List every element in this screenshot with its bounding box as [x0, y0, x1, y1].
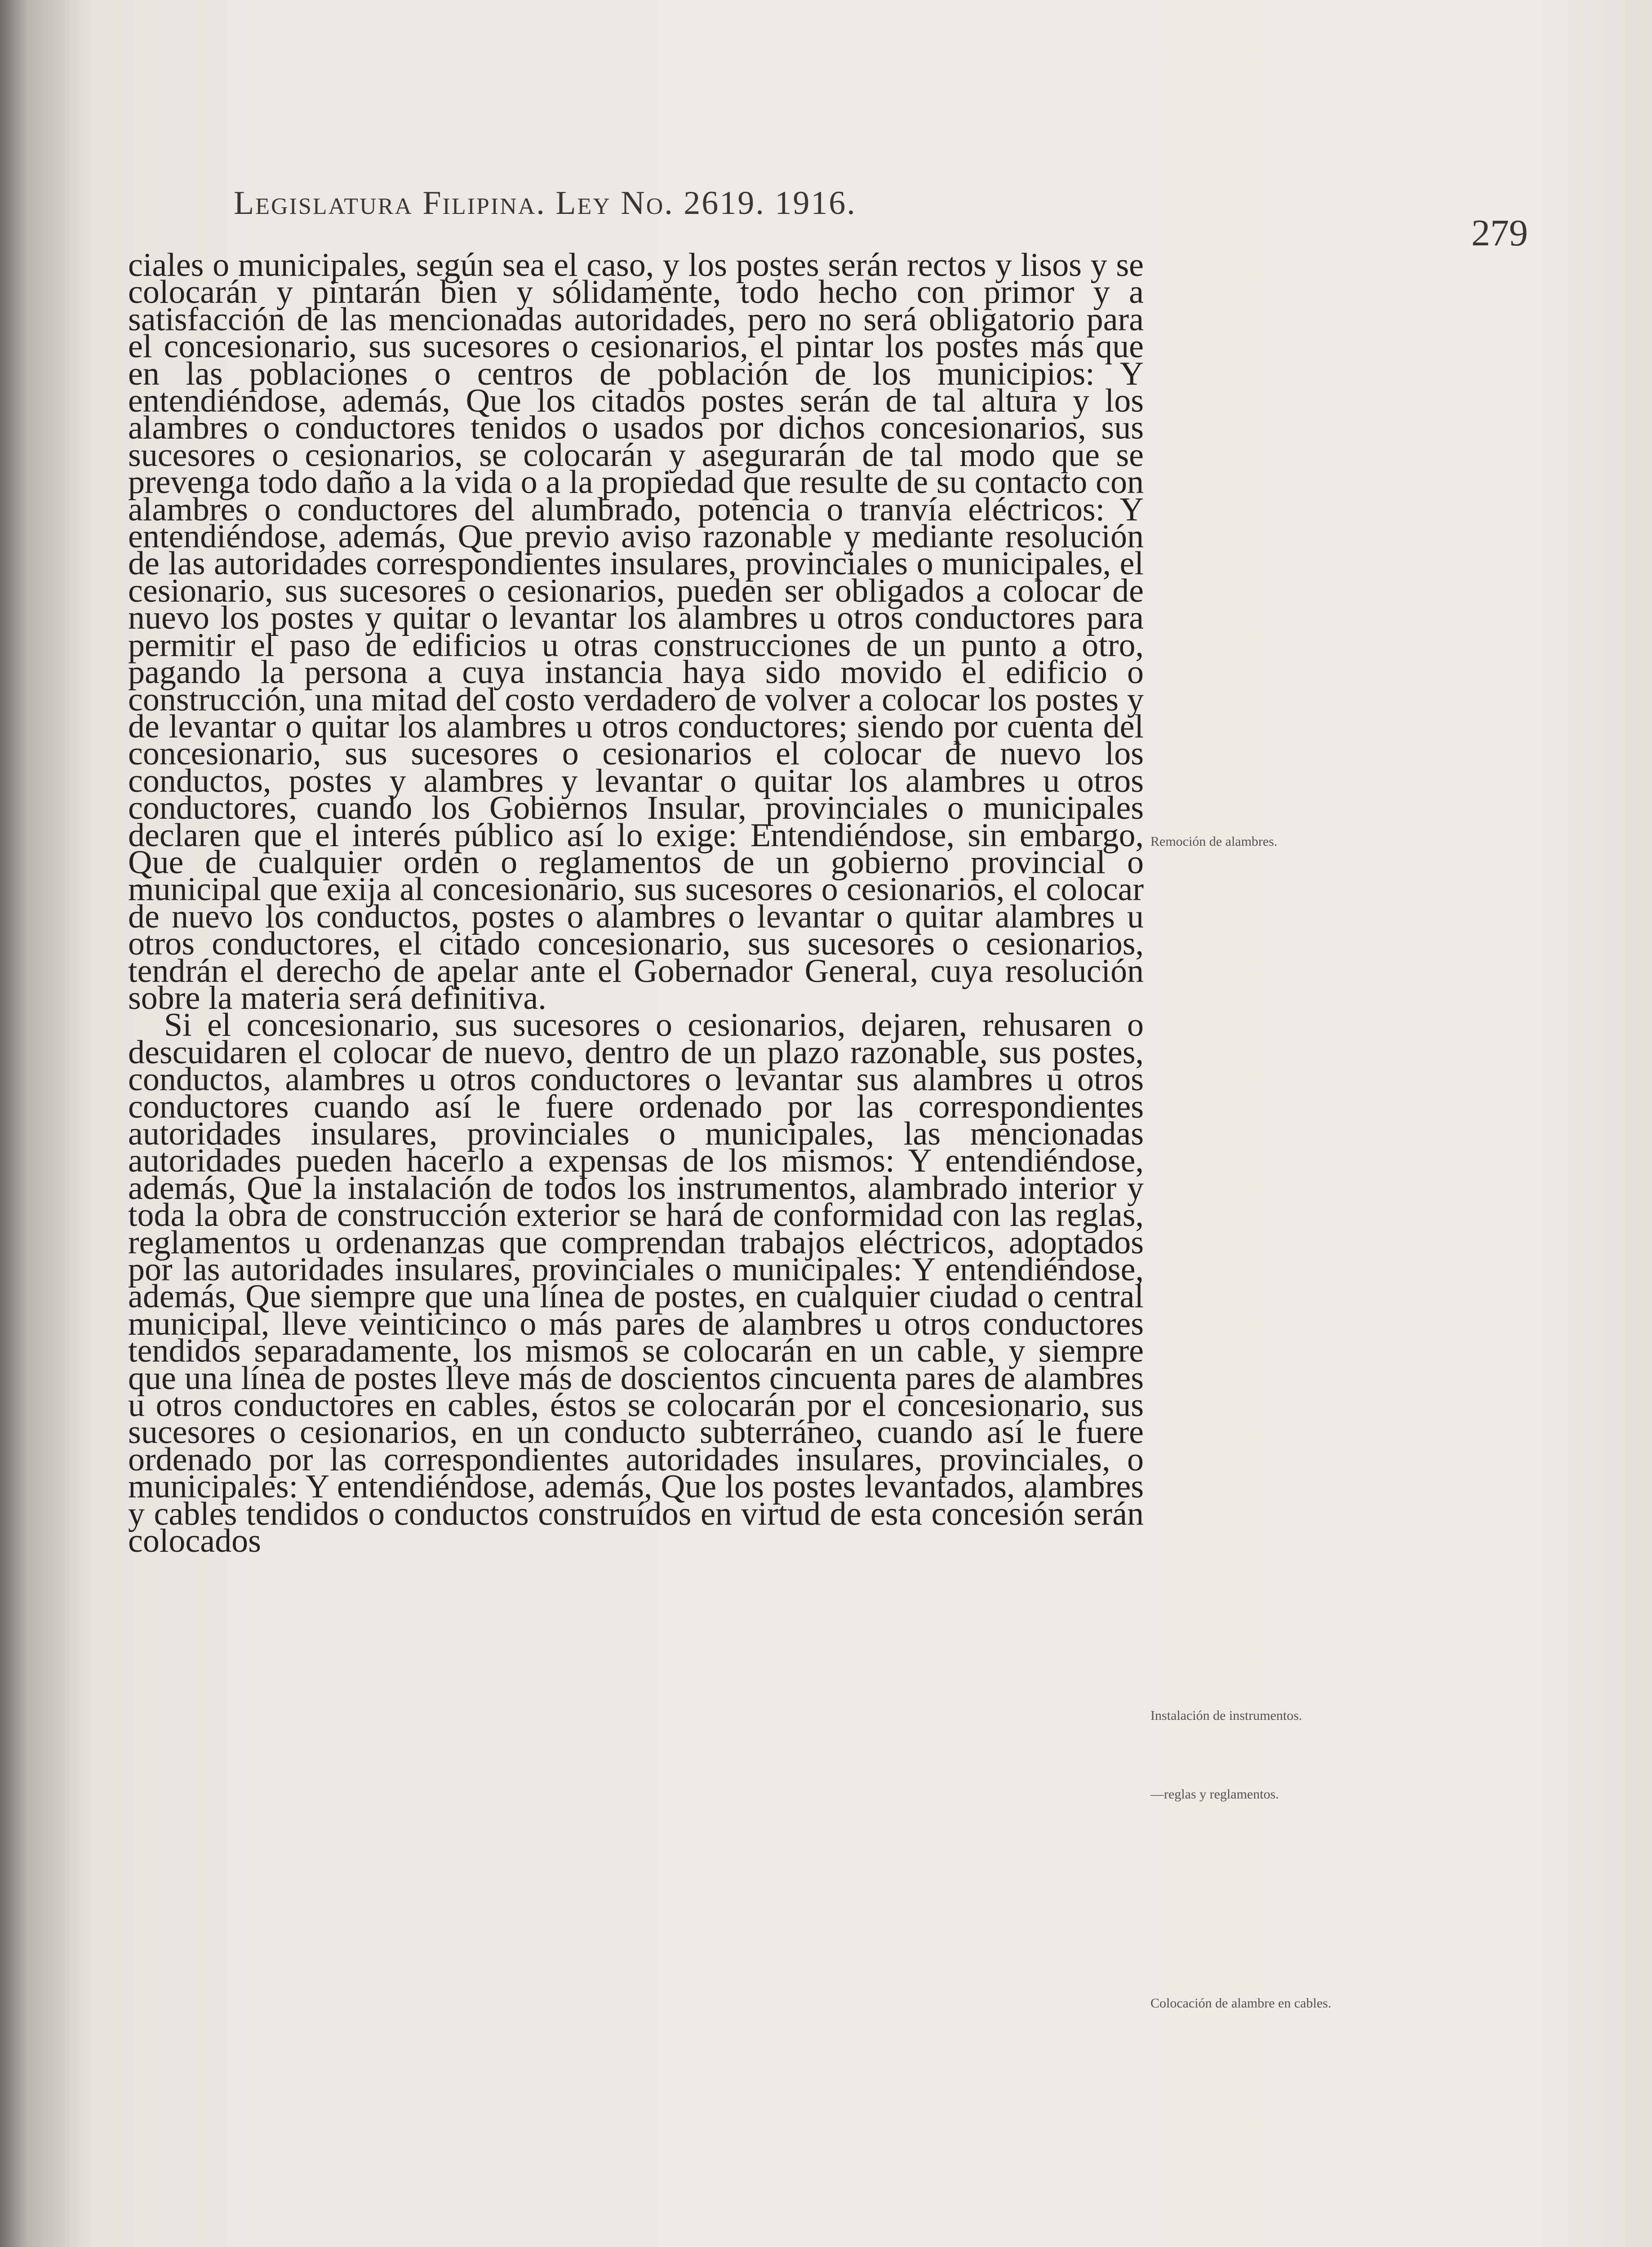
- margin-note-colocacion: Colocación de alambre en cables.: [1150, 1996, 1332, 2011]
- body-text: [128, 247, 1144, 1560]
- page-header: [234, 184, 1528, 254]
- margin-note-reglas: —reglas y reglamentos.: [1150, 1787, 1279, 1802]
- page-number: 279: [1471, 212, 1528, 254]
- margin-note-instalacion: Instalación de instrumentos.: [1150, 1708, 1302, 1723]
- running-head: Legislatura Filipina. Ley No. 2619. 1916.: [234, 185, 857, 222]
- paragraph-2: Si el concesionario, sus sucesores o cesionarios, dejaren, rehusaren o descuidaren el colocar de nuevo, dentro de un plazo razonable, sus postes, conductos, alambres u otros conductores o levantar sus alambres u otros conductores cuando así le fuere ordenado por las correspondientes autoridades insulares, provinciales o municipales, las mencionadas autoridades pueden hacerlo a expensas de los mismos: Y entendiéndose, además, Que la instalación de todos los instrumentos, alambrado interior y toda la obra de construcción exterior se hará de conformidad con las reglas, reglamentos u ordenanzas que comprendan trabajos eléctricos, adoptados por las autoridades insulares, provinciales o municipales: Y entendiéndose, además, Que siempre que una línea de postes, en cualquier ciudad o central municipal, lleve veinticinco o más pares de alambres u otros conductores tendidos separadamente, los mismos se colocarán en un cable, y siempre que una línea de postes lleve más de doscientos cincuenta pares de alambres u otros conductores en cables, éstos se colocarán por el concesionario, sus sucesores o cesionarios, en un conducto subterráneo, cuando así le fuere ordenado por las correspondientes autoridades insulares, provinciales, o municipales: Y entendiéndose, además, Que los postes levantados, alambres y cables tendidos o conductos construídos en virtud de esta concesión serán colocados: [128, 1007, 1144, 1560]
- paragraph-1: ciales o municipales, según sea el caso, y los postes serán rectos y lisos y se colocarán y pintarán bien y sólidamente, todo hecho con primor y a satisfacción de las mencionadas autoridades, pero no será obligatorio para el concesionario, sus sucesores o cesionarios, el pintar los postes más que en las poblaciones o centros de población de los municipios: Y entendiéndose, además, Que los citados postes serán de tal altura y los alambres o conductores tenidos o usados por dichos concesionarios, sus sucesores o cesionarios, se colocarán y asegurarán de tal modo que se prevenga todo daño a la vida o a la propiedad que resulte de su contacto con alambres o conductores del alumbrado, potencia o tranvía eléctricos: Y entendiéndose, además, Que previo aviso razonable y mediante resolución de las autoridades correspondientes insulares, provinciales o municipales, el cesionario, sus sucesores o cesionarios, pueden ser obligados a colocar de nuevo los postes y quitar o levantar los alambres u otros conductores para permitir el paso de edificios u otras construcciones de un punto a otro, pagando la persona a cuya instancia haya sido movido el edificio o construcción, una mitad del costo verdadero de volver a colocar los postes y de levantar o quitar los alambres u otros conductores; siendo por cuenta del concesionario, sus sucesores o cesionarios el colocar de nuevo los conductos, postes y alambres y levantar o quitar los alambres u otros conductores, cuando los Gobiernos Insular, provinciales o municipales declaren que el interés público así lo exige: Entendiéndose, sin embargo, Que de cualquier orden o reglamentos de un gobierno provincial o municipal que exija al concesionario, sus sucesores o cesionarios, el colocar de nuevo los conductos, postes o alambres o levantar o quitar alambres u otros conductores, el citado concesionario, sus sucesores o cesionarios, tendrán el derecho de apelar ante el Gobernador General, cuya resolución sobre la materia será definitiva.: [128, 247, 1144, 1017]
- margin-note-remocion: Remoción de alambres.: [1150, 834, 1278, 849]
